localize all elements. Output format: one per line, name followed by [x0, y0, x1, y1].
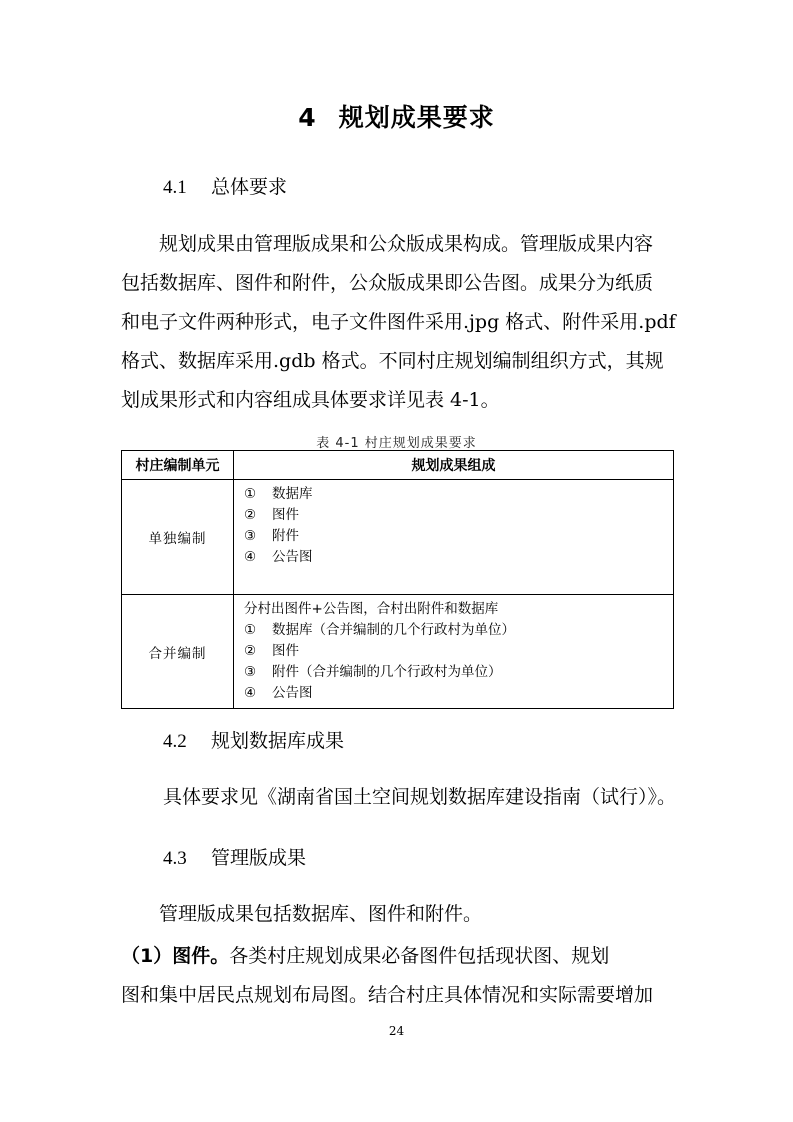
database-paragraph [163, 778, 683, 817]
unit-cell: 单独编制 [122, 480, 234, 595]
chapter-title-text: 规划成果要求 [338, 103, 495, 132]
list-item: ③ 附件（合并编制的几个行政村为单位） [244, 664, 502, 680]
row-intro: 分村出图件+公告图，合村出附件和数据库 [244, 601, 499, 617]
header-content: 规划成果组成 [234, 451, 674, 480]
paragraph-line: 规划成果由管理版成果和公众版成果构成。管理版成果内容 [121, 233, 654, 255]
list-item: ② 图件 [244, 507, 299, 523]
table-row [122, 480, 674, 595]
list-item: ③ 附件 [244, 528, 299, 544]
list-item: ④ 公告图 [244, 685, 313, 701]
management-paragraph [121, 895, 677, 934]
paragraph-line [121, 937, 677, 976]
table-header-row [122, 451, 674, 480]
paragraph-line: 管理版成果包括数据库、图件和附件。 [121, 903, 483, 925]
header-unit: 村庄编制单元 [122, 451, 234, 480]
section-heading-4-3 [163, 843, 306, 870]
paragraph-line: 划成果形式和内容组成具体要求详见表 4-1。 [121, 389, 500, 411]
paragraph-line: 格式、数据库采用.gdb 格式。不同村庄规划编制组织方式，其规 [121, 350, 664, 372]
section-title: 总体要求 [211, 176, 288, 198]
list-item: ② 图件 [244, 643, 299, 659]
paragraph-line: 包括数据库、图件和附件，公众版成果即公告图。成果分为纸质 [121, 272, 654, 294]
chapter-title [0, 98, 793, 134]
section-title: 规划数据库成果 [211, 730, 345, 752]
page-number: 24 [388, 1024, 405, 1038]
list-item: ④ 公告图 [244, 549, 313, 565]
table-caption: 表 4-1 村庄规划成果要求 [316, 436, 477, 451]
content-cell [234, 480, 674, 595]
section-number: 4.3 [163, 848, 187, 869]
unit-cell: 合并编制 [122, 595, 234, 709]
section-heading-4-1 [163, 172, 287, 199]
overall-paragraph [121, 225, 677, 420]
figures-label: （1）图件。 [121, 945, 230, 967]
results-table [121, 450, 674, 709]
section-number: 4.2 [163, 731, 187, 752]
figures-text: 各类村庄规划成果必备图件包括现状图、规划 [229, 945, 610, 967]
chapter-number: 4 [298, 103, 317, 132]
paragraph-line: 图和集中居民点规划布局图。结合村庄具体情况和实际需要增加 [121, 984, 654, 1006]
list-item: ① 数据库 [244, 486, 313, 502]
list-item: ① 数据库（合并编制的几个行政村为单位） [244, 622, 515, 638]
section-number: 4.1 [163, 177, 187, 198]
figures-paragraph [121, 937, 677, 1015]
table-row [122, 595, 674, 709]
section-title: 管理版成果 [211, 847, 307, 869]
paragraph-line: 和电子文件两种形式，电子文件图件采用.jpg 格式、附件采用.pdf [121, 311, 676, 333]
paragraph-line: 具体要求见《湖南省国土空间规划数据库建设指南（试行）》。 [163, 786, 677, 808]
content-cell [234, 595, 674, 709]
section-heading-4-2 [163, 726, 344, 753]
